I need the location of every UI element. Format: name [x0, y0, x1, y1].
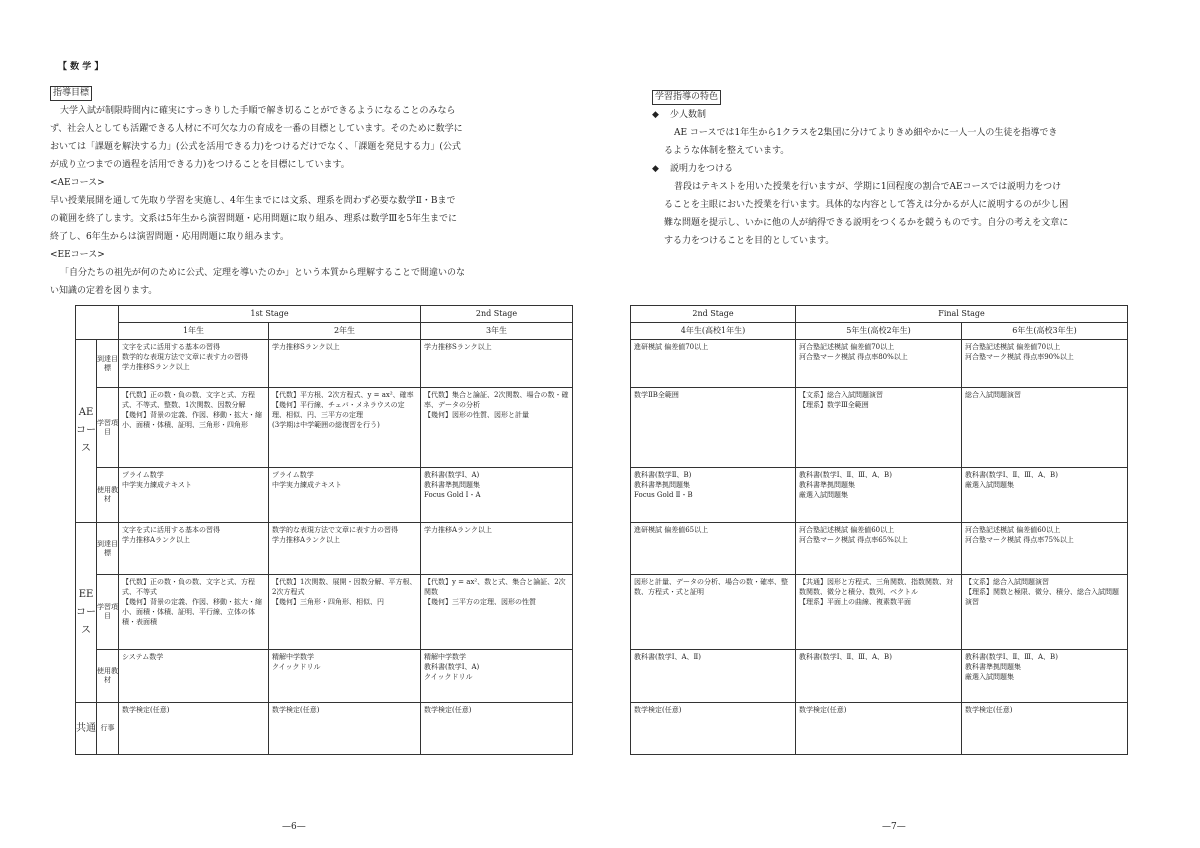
stage-header: 1st Stage [119, 306, 421, 323]
bullet-icon: ◆ [652, 110, 659, 120]
features-label: 学習指導の特色 [652, 90, 721, 105]
feature-line: 難な問題を提示し、いかに他の人が納得できる説明をつくるかを競うものです。自分の考えを文章に [664, 218, 1069, 228]
page-number: —7— [882, 822, 906, 832]
table-cell: 河合塾記述模試 偏差値70以上 河合塾マーク模試 得点率80%以上 [796, 340, 962, 388]
row-label-events: 行事 [97, 703, 119, 755]
row-label-items: 学習項目 [97, 575, 119, 650]
table-cell: 【共通】図形と方程式、三角関数、指数関数、対数関数、微分と積分、数列、ベクトル 【理系】平面上の曲線、複素数平面 [796, 575, 962, 650]
feature-line: AE コースでは1年生から1クラスを2集団に分けてよりきめ細やかに一人一人の生徒を指導でき [674, 128, 1058, 138]
row-label-materials: 使用教材 [97, 650, 119, 703]
table-cell: 教科書(数学Ⅱ、B) 教科書準拠問題集 Focus Gold Ⅱ・B [631, 468, 796, 523]
table-cell: 文字を式に活用する基本の習得 学力推移Aランク以上 [119, 523, 269, 575]
curriculum-table-right [630, 305, 1128, 755]
table-cell: 【代数】正の数・負の数、文字と式、方程式、不等式 【幾何】背景の定義、作図、移動・拡大・縮小、面積・体積、証明、平行線、立体の体積・表面積 [119, 575, 269, 650]
table-cell: 教科書(数学Ⅰ、A) 教科書準拠問題集 Focus Gold Ⅰ・A [421, 468, 573, 523]
grade-header: 5年生(高校2年生) [796, 323, 962, 340]
table-cell: 【代数】y = ax²、数と式、集合と論証、2次関数 【幾何】三平方の定理、図形の性質 [421, 575, 573, 650]
goal-label: 指導目標 [50, 86, 92, 101]
table-cell: 河合塾記述模試 偏差値60以上 河合塾マーク模試 得点率65%以上 [796, 523, 962, 575]
table-cell: 【文系】総合入試問題演習 【理系】関数と極限、微分、積分、総合入試問題演習 [962, 575, 1128, 650]
common-label: 共通 [76, 703, 97, 755]
table-cell: 数学検定(任意) [796, 703, 962, 755]
right-page [600, 0, 1200, 848]
goal-line: が成り立つまでの過程を活用できる力)をつけることを目標にしています。 [50, 160, 350, 170]
table-cell: 数学検定(任意) [269, 703, 421, 755]
ee-line: 「自分たちの祖先が何のために公式、定理を導いたのか」という本質から理解することで間違いのな [60, 268, 466, 278]
table-cell: 学力推移Sランク以上 [269, 340, 421, 388]
table-cell: 進研模試 偏差値65以上 [631, 523, 796, 575]
bullet-icon: ◆ [652, 164, 659, 174]
table-cell: 数学検定(任意) [631, 703, 796, 755]
subject-heading: 【 数 学 】 [58, 62, 104, 72]
ae-line: の範囲を終了します。文系は5年生から演習問題・応用問題に取り組み、理系は数学Ⅲを5年生までに [50, 214, 457, 224]
stage-header: 2nd Stage [421, 306, 573, 323]
grade-header: 4年生(高校1年生) [631, 323, 796, 340]
ae-line: 早い授業展開を通して先取り学習を実施し、4年生までには文系、理系を問わず必要な数学Ⅱ・Bまで [50, 196, 456, 206]
table-cell: 教科書(数学Ⅰ、Ⅱ、Ⅲ、A、B) 教科書準拠問題集 厳選入試問題集 [962, 650, 1128, 703]
row-label-goal: 到達目標 [97, 340, 119, 388]
table-cell: 数学ⅡB全範囲 [631, 388, 796, 468]
table-cell: 【代数】集合と論証、2次関数、場合の数・確率、データの分析 【幾何】図形の性質、図形と計量 [421, 388, 573, 468]
grade-header: 2年生 [269, 323, 421, 340]
row-label-materials: 使用教材 [97, 468, 119, 523]
table-cell: 河合塾記述模試 偏差値60以上 河合塾マーク模試 得点率75%以上 [962, 523, 1128, 575]
table-cell: 教科書(数学Ⅰ、Ⅱ、Ⅲ、A、B) [796, 650, 962, 703]
table-cell: 河合塾記述模試 偏差値70以上 河合塾マーク模試 得点率90%以上 [962, 340, 1128, 388]
feature-line: ることを主眼においた授業を行います。具体的な内容として答えは分かるが人に説明するのが少し困 [664, 200, 1069, 210]
table-cell: 教科書(数学Ⅰ、Ⅱ、Ⅲ、A、B) 厳選入試問題集 [962, 468, 1128, 523]
goal-line: ず、社会人としても活躍できる人材に不可欠な力の育成を一番の目標としています。そのために数学に [50, 124, 463, 134]
course-label-ae: AEコース [76, 340, 97, 523]
course-label-ee: EEコース [76, 523, 97, 703]
goal-line: 大学入試が制限時間内に確実にすっきりした手順で解き切ることができるようになることのみなら [60, 106, 456, 116]
feature-title: 少人数制 [670, 110, 707, 120]
ae-line: 終了し、6年生からは演習問題・応用問題に取り組みます。 [50, 232, 290, 242]
grade-header: 6年生(高校3年生) [962, 323, 1128, 340]
table-cell: 【代数】正の数・負の数、文字と式、方程式、不等式、整数、1次関数、因数分解 【幾何】背景の定義、作図、移動・拡大・縮小、面積・体積、証明、三角形・四角形 [119, 388, 269, 468]
feature-line: るような体制を整えています。 [664, 146, 790, 156]
ae-course-label: <AEコース> [50, 178, 105, 188]
table-cell: 学力推移Aランク以上 [421, 523, 573, 575]
feature-line: する力をつけることを目的としています。 [664, 236, 835, 246]
grade-header: 3年生 [421, 323, 573, 340]
table-cell: 数学検定(任意) [119, 703, 269, 755]
feature-line: 普段はテキストを用いた授業を行いますが、学期に1回程度の割合でAEコースでは説明力をつけ [674, 182, 1062, 192]
table-cell: システム数学 [119, 650, 269, 703]
table-cell: 数学検定(任意) [962, 703, 1128, 755]
ee-line: い知識の定着を図ります。 [50, 286, 158, 296]
page-number: —6— [282, 822, 306, 832]
table-cell: 図形と計量、データの分析、場合の数・確率、整数、方程式・式と証明 [631, 575, 796, 650]
goal-line: おいては「課題を解決する力」(公式を活用できる力)をつけるだけでなく、「課題を発見する力」(公式 [50, 142, 461, 152]
table-cell: 精解中学数学 クイックドリル [269, 650, 421, 703]
table-cell: プライム数学 中学実力練成テキスト [119, 468, 269, 523]
table-cell: 進研模試 偏差値70以上 [631, 340, 796, 388]
table-cell: プライム数学 中学実力練成テキスト [269, 468, 421, 523]
row-label-goal: 到達目標 [97, 523, 119, 575]
table-cell: 【代数】平方根、2次方程式、y = ax²、確率 【幾何】平行線、チェバ・メネラウスの定理、相似、円、三平方の定理 (3学期は中学範囲の総復習を行う) [269, 388, 421, 468]
table-cell: 【文系】総合入試問題演習 【理系】数学Ⅲ全範囲 [796, 388, 962, 468]
stage-header: 2nd Stage [631, 306, 796, 323]
table-cell: 精解中学数学 教科書(数学Ⅰ、A) クイックドリル [421, 650, 573, 703]
table-cell: 総合入試問題演習 [962, 388, 1128, 468]
table-cell: 【代数】1次関数、展開・因数分解、平方根、2次方程式 【幾何】三角形・四角形、相似、円 [269, 575, 421, 650]
table-cell: 学力推移Sランク以上 [421, 340, 573, 388]
feature-title: 説明力をつける [670, 164, 734, 174]
table-cell: 数学的な表現方法で文章に表す力の習得 学力推移Aランク以上 [269, 523, 421, 575]
table-cell: 教科書(数学Ⅰ、Ⅱ、Ⅲ、A、B) 教科書準拠問題集 厳選入試問題集 [796, 468, 962, 523]
grade-header: 1年生 [119, 323, 269, 340]
table-cell: 文字を式に活用する基本の習得 数学的な表現方法で文章に表す力の習得 学力推移Sランク以上 [119, 340, 269, 388]
ee-course-label: <EEコース> [50, 250, 105, 260]
stage-header: Final Stage [796, 306, 1128, 323]
table-cell: 教科書(数学Ⅰ、A、Ⅱ) [631, 650, 796, 703]
table-cell: 数学検定(任意) [421, 703, 573, 755]
curriculum-table-left [75, 305, 573, 755]
row-label-items: 学習項目 [97, 388, 119, 468]
